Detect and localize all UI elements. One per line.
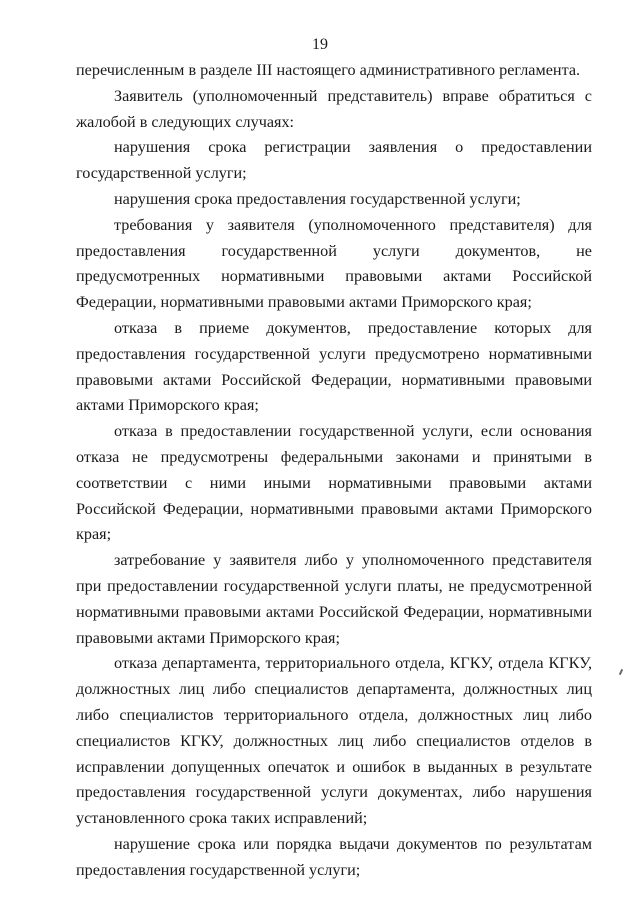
paragraph-issuance-violation: нарушение срока или порядка выдачи документов по результатам предоставления государственной услуги;: [76, 834, 592, 879]
paragraph-correction-refusal: отказа департамента, территориального отдела, КГКУ, отдела КГКУ, должностных лиц либо специалистов департамента, должностных лиц либо специалистов территориального отдела, должностных лиц либо специалистов КГКУ, должностных лиц либо специалистов отделов в исправлении допущенных опечаток и ошибок в выданных в результате предоставления государственной услуги документах, либо нарушения установленного срока таких исправлений;: [76, 654, 592, 828]
document-body: [76, 58, 592, 884]
paragraph-fee-demand: затребование у заявителя либо у уполномоченного представителя при предоставлении государственной услуги платы, не предусмотренной нормативными правовыми актами Российской Федерации, нормативными правовыми актами Приморского края;: [76, 551, 592, 647]
paragraph-continuation: перечисленным в разделе III настоящего административного регламента.: [76, 61, 581, 79]
paragraph-service-term: нарушения срока предоставления государственной услуги;: [114, 189, 521, 208]
paragraph-registration-term: нарушения срока регистрации заявления о предоставлении государственной услуги;: [76, 138, 592, 183]
page-number: 19: [312, 36, 328, 53]
paragraph-complaint-intro: Заявитель (уполномоченный представитель) вправе обратиться с жалобой в следующих случаях:: [76, 86, 592, 131]
paragraph-service-refusal: отказа в предоставлении государственной услуги, если основания отказа не предусмотрены федеральными законами и принятыми в соответствии с ними иными нормативными правовыми актами Российской Федерации, нормативными правовыми актами Приморского края;: [76, 422, 592, 544]
paragraph-document-requirement: требования у заявителя (уполномоченного представителя) для предоставления государственной услуги документов, не предусмотренных нормативными правовыми актами Российской Федерации, нормативными правовыми актами Приморского края;: [76, 215, 592, 312]
paragraph-document-refusal: отказа в приеме документов, предоставление которых для предоставления государственной услуги предусмотрено нормативными правовыми актами Российской Федерации, нормативными правовыми актами Приморского края;: [76, 318, 592, 415]
scan-mark: [619, 669, 623, 675]
